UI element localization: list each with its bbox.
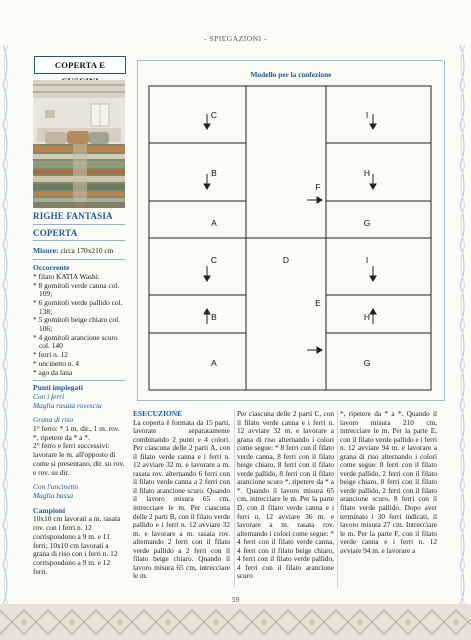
column-3-text: *, ripetere da * a *. Quando il lavoro misura 210 cm, intrecciare le m. Per la parte E, con il filato verde pallido e i ferri n. 12 avviare 94 m. e lavorare a grana di riso alternando i colori come segue: 8 ferri con il filato verde pallido, 2 ferri con il filato beige chiaro, 8 ferri con il filato verde pallido, 2 ferri con il filato arancione scuro, 8 ferri con il filato verde pallido. Dopo aver terminato i 30 ferri indicati, il lavoro misura 27 cm. Intrecciare le m. Per la parte F, con il filato verde canna e i ferri n. 12 avviare 94 m. e lavorare a xyxy=(340,410,437,555)
section-header: - SPIEGAZIONI - xyxy=(204,34,267,43)
direction-arrows xyxy=(204,114,376,353)
label-i: I xyxy=(365,255,369,265)
label-i: I xyxy=(365,110,369,120)
label-a: A xyxy=(211,358,217,368)
divider xyxy=(33,240,125,241)
left-column xyxy=(33,212,125,576)
divider xyxy=(33,259,125,260)
material-item: * ferri n. 12 xyxy=(33,350,68,360)
assembly-diagram xyxy=(137,80,443,396)
stitch-item: Maglia rasata rovescia xyxy=(33,400,102,410)
label-g: G xyxy=(363,358,371,368)
lace-footer-decoration xyxy=(0,604,471,640)
instructions-column-3 xyxy=(340,410,437,555)
label-c: C xyxy=(210,110,218,120)
column-divider xyxy=(337,410,338,588)
label-h: H xyxy=(363,168,371,178)
size-value: circa 170x210 cm xyxy=(60,246,114,256)
material-item: * filato KATIA Washi: xyxy=(33,271,100,281)
size-line xyxy=(33,247,125,256)
grana-title: Grana di riso xyxy=(33,415,74,425)
material-item: * ago da lana xyxy=(33,367,73,377)
label-a: A xyxy=(211,218,217,228)
label-c: C xyxy=(210,255,218,265)
label-g: G xyxy=(363,218,371,228)
pattern-name: RIGHE FANTASIA xyxy=(33,211,113,221)
label-b: B xyxy=(211,168,217,178)
label-h: H xyxy=(363,312,371,322)
stitches-heading: Punti impiegati xyxy=(33,383,83,393)
subtitle: COPERTA xyxy=(33,227,78,238)
bedroom-blanket-photo xyxy=(33,80,125,208)
instructions-column-2 xyxy=(237,410,334,581)
divider xyxy=(33,380,125,381)
grana-row-1: 1° ferro: * 1 m. dir., 1 m. rov. *, ripetere da * a *. xyxy=(33,424,120,442)
material-item: * 6 gomitoli verde pallido col. 138; xyxy=(33,297,123,316)
label-b: B xyxy=(211,312,217,322)
execution-heading: ESECUZIONE xyxy=(133,409,183,418)
grana-row-2: 2° ferro e ferri successivi: lavorare le m. all'opposto di come si presentano, dir. su rov. e rov. su dir. xyxy=(33,441,125,477)
material-item: * 4 gomitoli arancione scuro col. 140 xyxy=(33,332,118,351)
materials-heading: Occorrente xyxy=(33,263,70,273)
column-1-text: La coperta è formata da 15 parti, lavorate separatamente combinando 2 punti e 4 colori. Per ciascuna delle 2 parti A, con il filato verde canna e i ferri n. 12 avviare 32 m. e lavorare a m. rasata rov. alternando 6 ferri con il filato verde canna a 2 ferri con il filato arancione scuro. Quando il lavoro misura 65 cm, intrecciare le m. Per ciascuna delle 2 parti B, con il filato verde pallido e i ferri n. 12 avviare 32 m. e lavorare a m. rasata rov. alternando 2 ferri con il filato verde pallido a 2 ferri con il filato beige chiaro. Quando il lavoro misura 65 cm, intrecciare le m. xyxy=(133,418,230,581)
label-f: F xyxy=(315,182,321,192)
page-number: 59 xyxy=(232,596,239,604)
column-2-text: Per ciascuna delle 2 parti C, con il filato verde canna e i ferri n. 12 avviare 32 m. e lavorare a grana di riso alternando i colori come segue: * 8 ferri con il filato verde canna, 8 ferri con il filato beige chiaro, 8 ferri con il filato verde pallido, 8 ferri con il filato arancione scuro *, ripetere da * a *. Quando il lavoro misura 65 cm, intrecciare le m. Per la parte D, con il filato verde canna e i ferri n. 12 avviare 36 m. e lavorare a m. rasata rov. alternando i colori come segue: * 4 ferri con il filato verde canna, 4 ferri con il filato beige chiaro, 4 ferri con il filato verde pallido, 4 ferri con il filato arancione scuro xyxy=(237,410,334,581)
material-item: * 5 gomitoli beige chiaro col. 106; xyxy=(33,315,121,334)
decorative-wave-border-right xyxy=(457,45,471,605)
gauge-heading: Campioni xyxy=(33,505,66,515)
crochet-stitch-item: Maglia bassa xyxy=(33,490,74,500)
instructions-column-1 xyxy=(133,410,230,581)
stitches-knitting-subheading: Con i ferri xyxy=(33,391,65,401)
column-divider xyxy=(234,410,235,588)
material-item: * uncinetto n. 4 xyxy=(33,358,79,368)
decorative-wave-border-left xyxy=(0,45,14,605)
size-label: Misure: xyxy=(33,246,59,256)
divider xyxy=(33,224,125,225)
crochet-subheading: Con l'uncinetto xyxy=(33,482,79,492)
label-d: D xyxy=(282,255,290,265)
material-item: * 8 gomitoli verde canna col. 109; xyxy=(33,280,120,299)
label-e: E xyxy=(315,298,321,308)
gauge-text: 10x10 cm lavorati a m. rasata rov. con i ferri n. 12 corrispondono a 9 m. e 11 ferri; 10x10 cm lavorati a grana di riso con i ferri n. 12 corrispondono a 9 m. e 12 ferri. xyxy=(33,514,121,576)
diagram-caption: Modello per la confezione xyxy=(250,70,332,79)
article-title: COPERTA E xyxy=(34,56,126,74)
